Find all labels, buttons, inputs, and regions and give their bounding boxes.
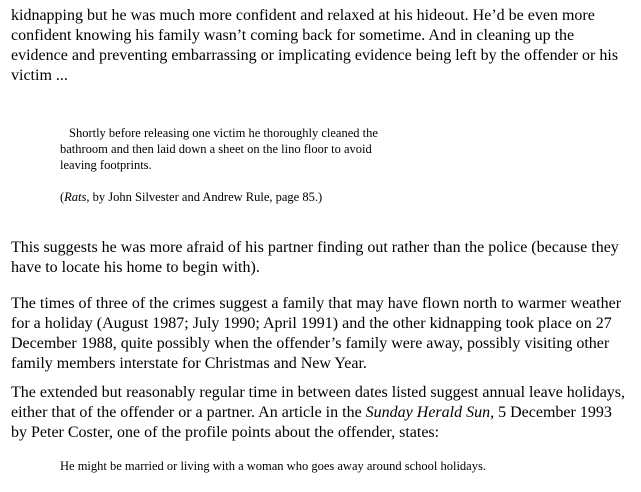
text-line: December 1988, quite possibly when the offender’s family were away, possibly visiting other [11,335,610,352]
text-line: family members interstate for Christmas and New Year. [11,355,367,372]
text-line: The extended but reasonably regular time in between dates listed suggest annual leave holidays, [11,384,626,401]
paragraph-partner [11,238,636,278]
text-line: The times of three of the crimes suggest a family that may have flown north to warmer weather [11,295,622,312]
text-line: This suggests he was more afraid of his partner finding out rather than the police (because they [11,239,619,256]
text-line: by Peter Coster, one of the profile points about the offender, states: [11,424,440,441]
quote-line: Shortly before releasing one victim he thoroughly cleaned the [69,126,378,140]
block-quote-profile [60,458,580,474]
book-title: Rats [64,190,87,204]
quote-citation: (Rats, by John Silvester and Andrew Rule, page 85.) [60,190,323,204]
quote-line: He might be married or living with a woman who goes away around school holidays. [60,459,486,473]
newspaper-title: Sunday Herald Sun [365,404,491,421]
paragraph-crime-times [11,294,636,374]
text-line: confident knowing his family wasn’t coming back for sometime. And in cleaning up the [11,27,575,44]
text-line: have to locate his home to begin with). [11,259,260,276]
paragraph-annual-leave [11,383,636,443]
quote-line: bathroom and then laid down a sheet on the lino floor to avoid [60,142,372,156]
text-line: for a holiday (August 1987; July 1990; April 1991) and the other kidnapping took place on 27 [11,315,612,332]
text-line: victim ... [11,67,68,84]
paragraph-hideout [11,6,636,86]
text-line: either that of the offender or a partner. An article in the Sunday Herald Sun, 5 December 1993 [11,404,612,421]
quote-line: leaving footprints. [60,158,152,172]
text-line: kidnapping but he was much more confident and relaxed at his hideout. He’d be even more [11,7,595,24]
block-quote-cleaning [60,125,460,173]
text-line: evidence and preventing embarrassing or implicating evidence being left by the offender or his [11,47,619,64]
